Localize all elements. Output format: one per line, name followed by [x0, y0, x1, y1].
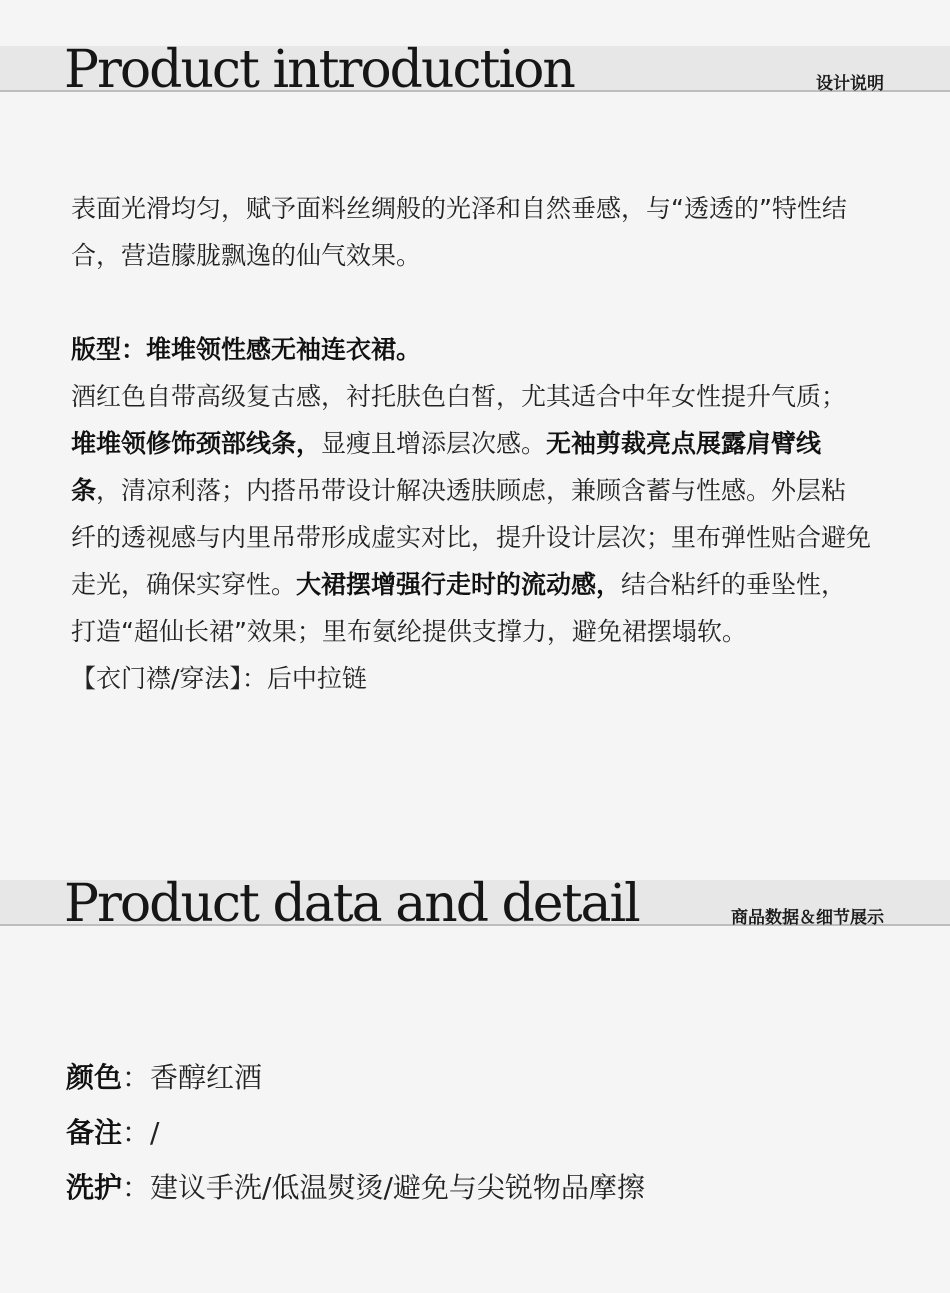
fabric-description: 表面光滑均匀，赋予面料丝绸般的光泽和自然垂感，与“透透的”特性结合，营造朦胧飘逸的仙气效果。 [71, 194, 847, 270]
data-label: 备注 [66, 1116, 123, 1149]
text-segment: ，清凉利落；内搭吊带设计解决透肤顾虑，兼顾含蓄与性感。外层粘纤的透视感与内里吊带形成虚实对比，提升设计层次；里布弹性贴合避免走光，确保实穿性。 [71, 476, 872, 599]
data-row-color [66, 1050, 886, 1105]
text-segment: 显瘦且增添层次感。 [321, 429, 547, 458]
text-segment-bold: 堆堆领修饰颈部线条， [71, 429, 322, 458]
text-segment-bold: 大裙摆增强行走时的流动感， [296, 570, 622, 599]
text-segment: 酒红色自带高级复古感，衬托肤色白皙，尤其适合中年女性提升气质； [71, 382, 847, 411]
data-row-care [66, 1160, 886, 1215]
section-header-intro [0, 40, 950, 100]
intro-paragraph [71, 185, 871, 279]
section-subtitle-detail: 商品数据＆细节展示 [731, 908, 884, 928]
pattern-description [71, 326, 871, 702]
data-label: 洗护 [66, 1171, 123, 1204]
closure-info: 【衣门襟/穿法】：后中拉链 [71, 664, 367, 693]
data-label: 颜色 [66, 1061, 123, 1094]
data-value: 香醇红酒 [150, 1061, 263, 1094]
data-row-note [66, 1105, 886, 1160]
pattern-body [71, 373, 871, 655]
data-value: / [150, 1116, 160, 1149]
section-title-detail: Product data and detail [64, 874, 639, 934]
data-separator: ： [122, 1171, 151, 1204]
data-separator: ： [122, 1116, 151, 1149]
section-subtitle-intro: 设计说明 [816, 74, 884, 94]
data-separator: ： [122, 1061, 151, 1094]
text-segment-bold: 无袖剪裁亮点展露肩臂线条 [71, 429, 822, 505]
section-header-detail [0, 874, 950, 934]
pattern-heading: 版型：堆堆领性感无袖连衣裙。 [71, 335, 422, 364]
text-segment: 结合粘纤的垂坠性，打造“超仙长裙”效果；里布氨纶提供支撑力，避免裙摆塌软。 [71, 570, 847, 646]
data-value: 建议手洗/低温熨烫/避免与尖锐物品摩擦 [150, 1171, 645, 1204]
section-title-intro: Product introduction [64, 40, 574, 100]
product-data-list [66, 1050, 886, 1215]
